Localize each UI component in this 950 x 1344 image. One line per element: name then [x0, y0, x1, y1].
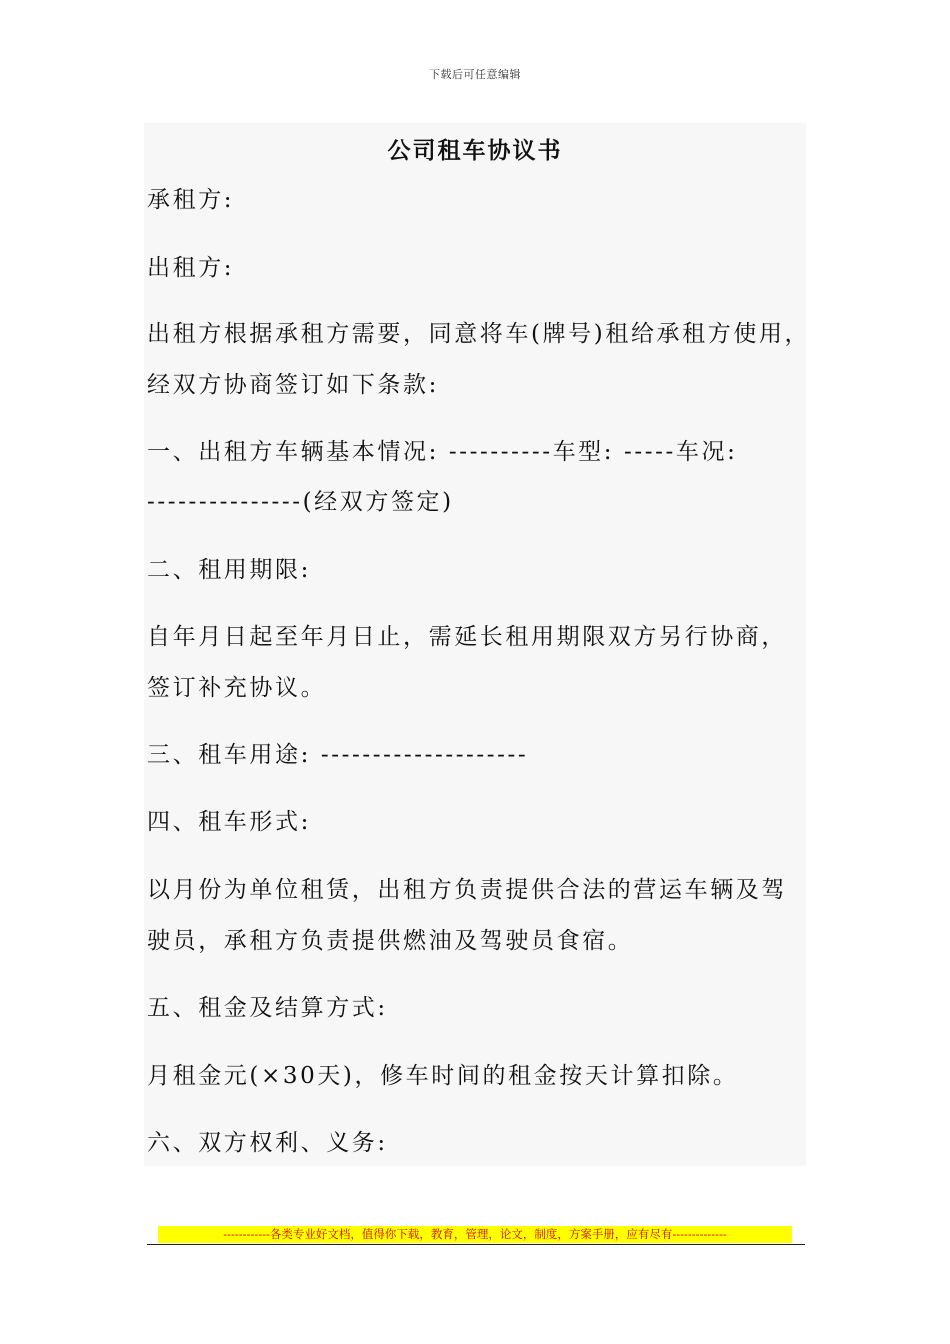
page-header-note: 下载后可任意编辑 [429, 68, 521, 81]
footer-divider [147, 1244, 805, 1245]
clause-1-heading: 一、出租方车辆基本情况: ----------车型: -----车况: [147, 439, 738, 465]
document-title: 公司租车协议书 [387, 137, 563, 164]
clause-2-text-1: 自年月日起至年月日止，需延长租用期限双方另行协商， [147, 624, 787, 650]
clause-6-heading: 六、双方权利、义务: [147, 1130, 388, 1156]
clause-4-text-1: 以月份为单位租赁，出租方负责提供合法的营运车辆及驾 [147, 877, 787, 903]
party-lessee-line: 承租方: [147, 187, 235, 213]
clause-5-text: 月租金元(×30天)，修车时间的租金按天计算扣除。 [147, 1063, 739, 1089]
clause-4-heading: 四、租车形式: [147, 809, 311, 835]
clause-3-heading: 三、租车用途: -------------------- [147, 742, 529, 768]
clause-5-heading: 五、租金及结算方式: [147, 995, 388, 1021]
preamble-line-1: 出租方根据承租方需要，同意将车(牌号)租给承租方使用， [147, 321, 811, 347]
clause-4-text-2: 驶员，承租方负责提供燃油及驾驶员食宿。 [147, 928, 634, 954]
preamble-line-2: 经双方协商签订如下条款: [147, 372, 439, 398]
clause-2-text-2: 签订补充协议。 [147, 675, 327, 701]
party-lessor-line: 出租方: [147, 255, 235, 281]
clause-1-continued: ---------------(经双方签定) [147, 489, 454, 515]
footer-promo-banner: ------------各类专业好文档，值得你下载，教育，管理，论文，制度，方案手册，应有尽有-------------- [158, 1226, 792, 1243]
clause-2-heading: 二、租用期限: [147, 557, 311, 583]
